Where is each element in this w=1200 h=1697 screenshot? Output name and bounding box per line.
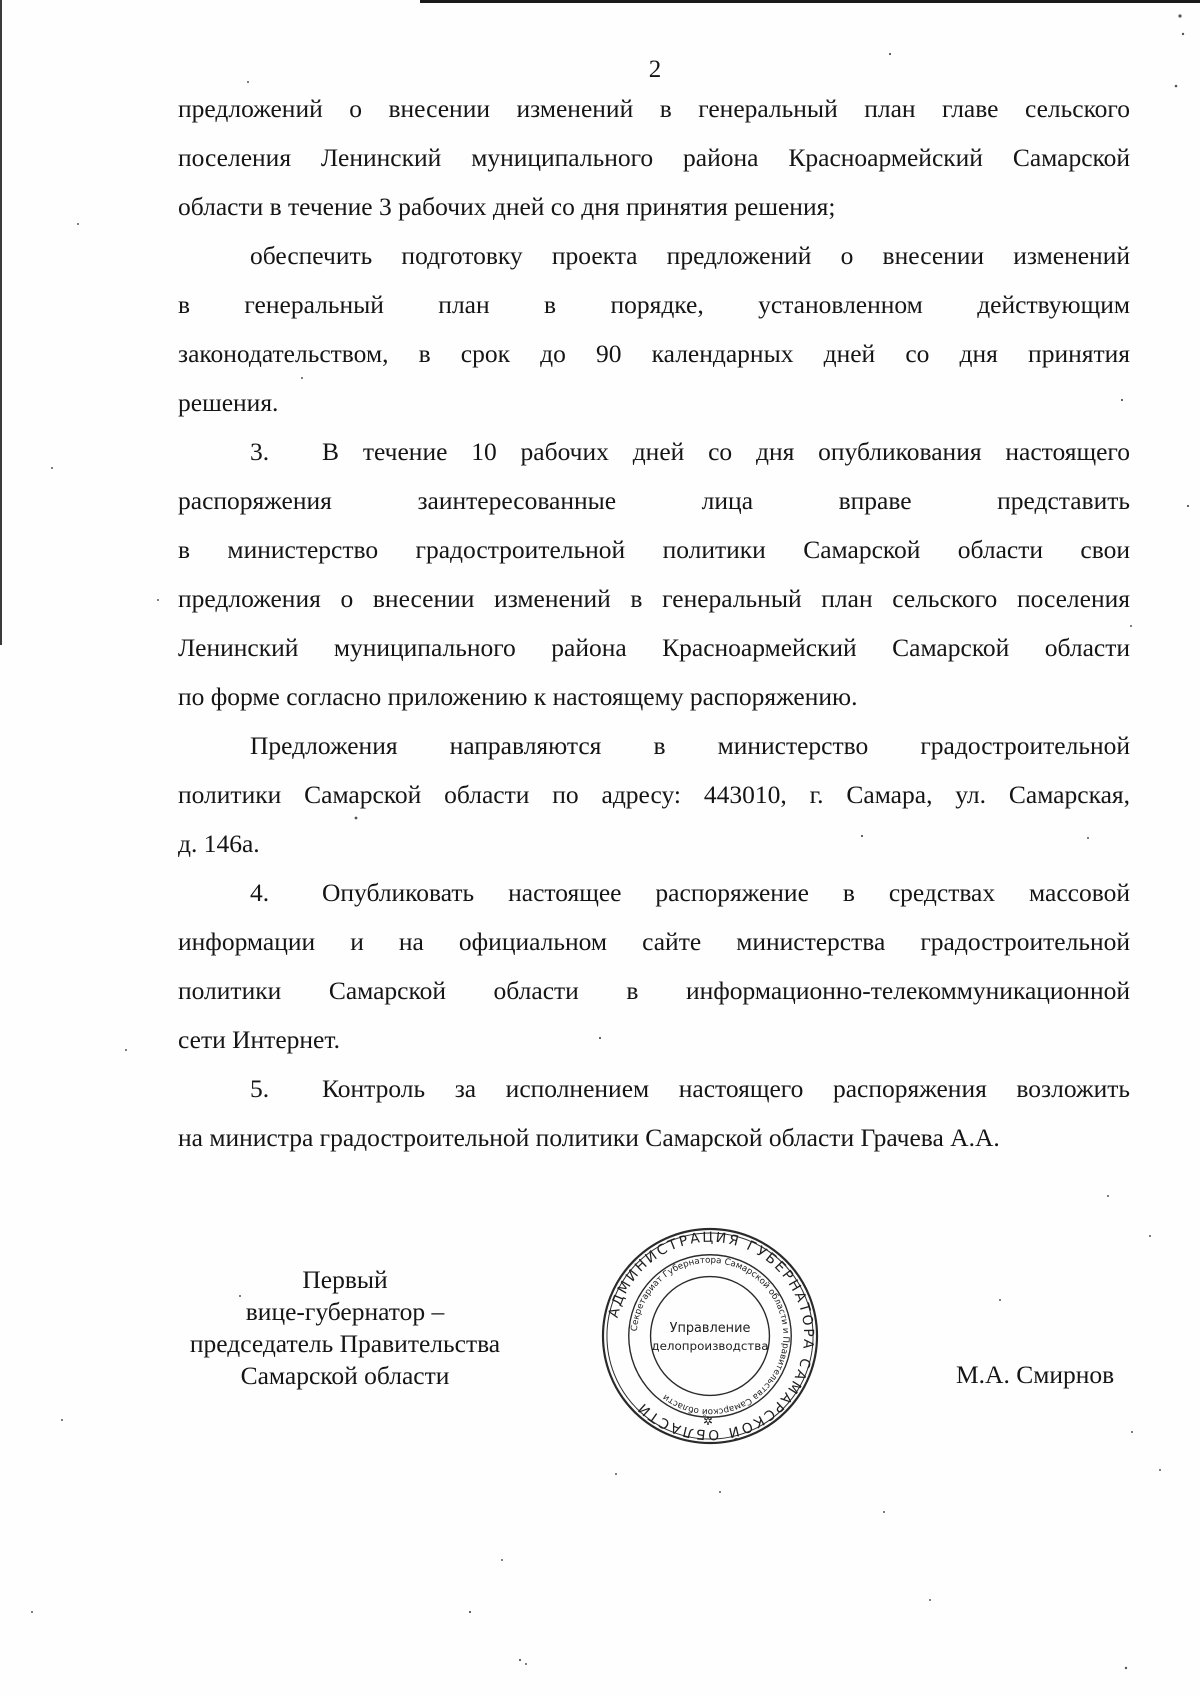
signatory-title-line: вице-губернатор –: [245, 1297, 445, 1326]
text-line: Ленинский муниципального района Красноармейский Самарской области: [178, 633, 1130, 662]
text-line: законодательством, в срок до 90 календарных дней со дня принятия: [178, 339, 1130, 368]
item-5-first-line: [178, 1064, 1130, 1113]
seal-star-icon: ✲: [703, 1414, 714, 1429]
signatory-name: М.А. Смирнов: [956, 1360, 1115, 1389]
text-line: предложения о внесении изменений в генеральный план сельского поселения: [178, 584, 1130, 613]
item-3-first-line: [178, 427, 1130, 476]
item-4-first-line: [178, 868, 1130, 917]
signatory-title-line: председатель Правительства: [189, 1329, 501, 1358]
text-line: политики Самарской области в информационно-телекоммуникационной: [178, 976, 1130, 1005]
text-line: на министра градостроительной политики Самарской области Грачева А.А.: [178, 1123, 1000, 1152]
text-line: д. 146а.: [178, 829, 260, 858]
text-line: В течение 10 рабочих дней со дня опубликования настоящего: [322, 437, 1130, 466]
seal-outer-text: АДМИНИСТРАЦИЯ ГУБЕРНАТОРА САМАРСКОЙ ОБЛАСТИ: [605, 1229, 817, 1443]
top-scan-edge: [420, 0, 1200, 3]
text-line: Опубликовать настоящее распоряжение в средствах массовой: [322, 878, 1130, 907]
document-body: [178, 84, 1130, 1162]
text-line: решения.: [178, 388, 279, 417]
text-line: сети Интернет.: [178, 1025, 340, 1054]
seal-inner-text: Секретариат Губернатора Самарской области и Правительства Самарской области: [629, 1255, 791, 1417]
item-number: 5.: [250, 1074, 270, 1103]
left-scan-edge: [0, 0, 2, 645]
text-line: обеспечить подготовку проекта предложений о внесении изменений: [250, 241, 1130, 270]
text-line: в генеральный план в порядке, установленном действующим: [178, 290, 1130, 319]
signatory-title: [160, 1264, 530, 1392]
seal-center-line: делопроизводства: [651, 1338, 769, 1353]
seal-center-line: Управление: [669, 1321, 751, 1337]
text-line: по форме согласно приложению к настоящему распоряжению.: [178, 682, 858, 711]
text-line: предложений о внесении изменений в генеральный план главе сельского: [178, 94, 1130, 123]
text-line: Предложения направляются в министерство градостроительной: [250, 731, 1130, 760]
text-line: Контроль за исполнением настоящего распоряжения возложить: [322, 1074, 1130, 1103]
page-number: 2: [648, 56, 662, 83]
item-number: 4.: [250, 878, 270, 907]
official-seal-stamp: [601, 1227, 819, 1445]
signatory-title-line: Самарской области: [240, 1361, 450, 1390]
signatory-title-line: Первый: [302, 1265, 388, 1294]
text-line: политики Самарской области по адресу: 443010, г. Самара, ул. Самарская,: [178, 780, 1130, 809]
text-line: в министерство градостроительной политики Самарской области свои: [178, 535, 1130, 564]
item-number: 3.: [250, 437, 270, 466]
text-line: поселения Ленинский муниципального района Красноармейский Самарской: [178, 143, 1130, 172]
text-line: области в течение 3 рабочих дней со дня принятия решения;: [178, 192, 836, 221]
text-line: распоряжения заинтересованные лица вправе представить: [178, 486, 1130, 515]
text-line: информации и на официальном сайте министерства градостроительной: [178, 927, 1130, 956]
